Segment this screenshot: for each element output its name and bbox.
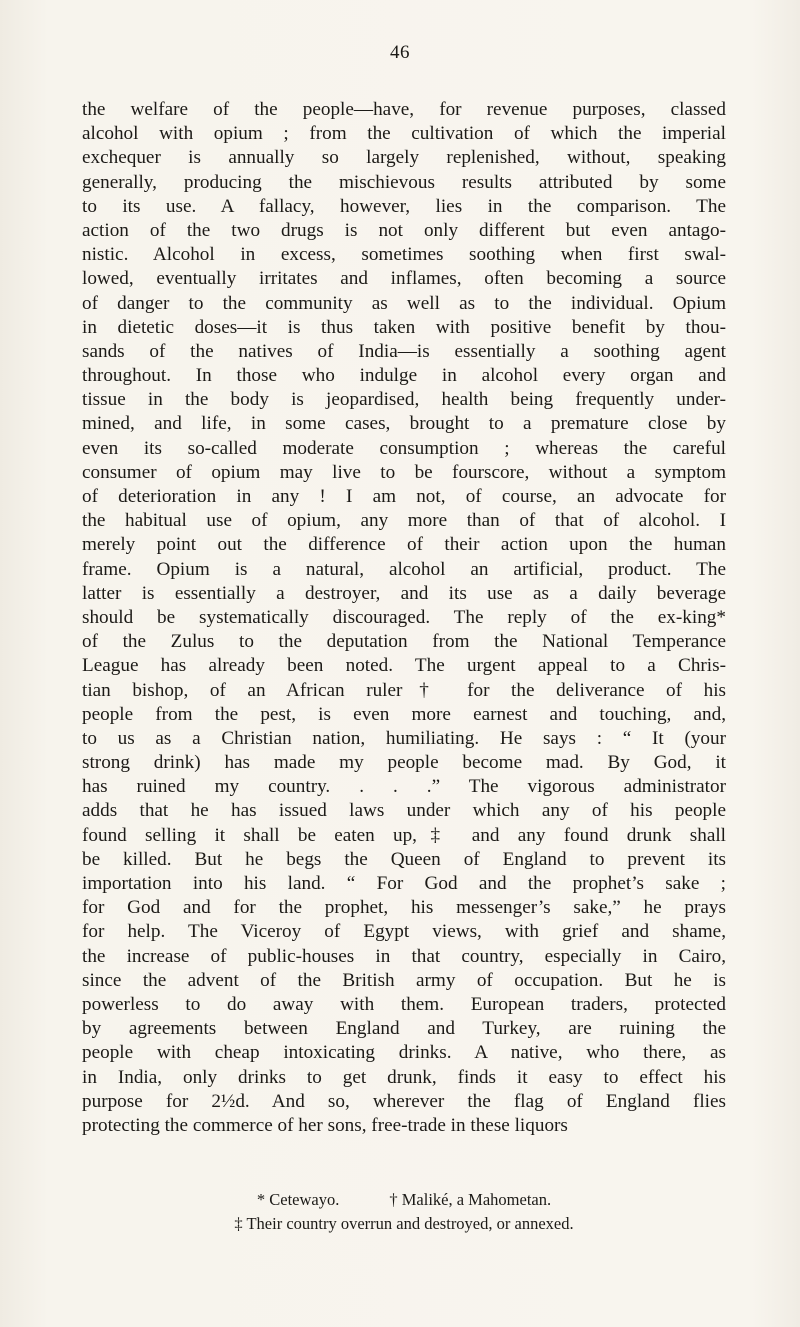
text-line: in dietetic doses—it is thus taken with positive benefit by thou- [82, 316, 726, 338]
text-line: tissue in the body is jeopardised, health being frequently under- [82, 389, 726, 411]
footnotes [82, 1188, 726, 1236]
text-line: alcohol with opium ; from the cultivation of which the imperial [82, 123, 726, 145]
text-line: powerless to do away with them. European traders, protected [82, 993, 726, 1015]
text-line: lowed, eventually irritates and inflames, often becoming a source [82, 268, 726, 290]
footnote-row [82, 1188, 726, 1212]
text-line: of the Zulus to the deputation from the National Temperance [82, 631, 726, 653]
text-line: action of the two drugs is not only different but even antago- [82, 219, 726, 241]
footnote-malike: † Maliké, a Mahometan. [389, 1190, 552, 1209]
text-line: exchequer is annually so largely replenished, without, speaking [82, 147, 726, 169]
text-line: strong drink) has made my people become mad. By God, it [82, 752, 726, 774]
text-line: protecting the commerce of her sons, free-trade in these liquors [82, 1114, 568, 1136]
text-line: merely point out the difference of their action upon the human [82, 534, 726, 556]
text-line: of danger to the community as well as to the individual. Opium [82, 292, 726, 314]
text-line: consumer of opium may live to be fourscore, without a symptom [82, 461, 726, 483]
text-line: sands of the natives of India—is essentially a soothing agent [82, 340, 726, 362]
text-line: even its so-called moderate consumption ; whereas the careful [82, 437, 726, 459]
text-line: latter is essentially a destroyer, and its use as a daily beverage [82, 582, 726, 604]
text-line: should be systematically discouraged. The reply of the ex-king* [82, 606, 726, 628]
text-line: mined, and life, in some cases, brought to a premature close by [82, 413, 726, 435]
text-line: for help. The Viceroy of Egypt views, with grief and shame, [82, 921, 726, 943]
footnote-cetewayo: * Cetewayo. [256, 1190, 340, 1209]
text-line: adds that he has issued laws under which any of his people [82, 800, 726, 822]
text-line: purpose for 2½d. And so, wherever the flag of England flies [82, 1090, 726, 1112]
text-line: nistic. Alcohol in excess, sometimes soothing when first swal- [82, 244, 726, 266]
text-line: be killed. But he begs the Queen of England to prevent its [82, 848, 726, 870]
text-line: people from the pest, is even more earnest and touching, and, [82, 703, 726, 725]
text-line: throughout. In those who indulge in alcohol every organ and [82, 365, 726, 387]
text-line: the welfare of the people—have, for revenue purposes, classed [82, 99, 726, 120]
footnote-eaten-up: ‡ Their country overrun and destroyed, or annexed. [234, 1214, 574, 1233]
text-line: by agreements between England and Turkey, are ruining the [82, 1018, 726, 1040]
text-line: has ruined my country. . . .” The vigorous administrator [82, 776, 726, 798]
text-line: League has already been noted. The urgent appeal to a Chris- [82, 655, 726, 677]
text-line: of deterioration in any ! I am not, of course, an advocate for [82, 486, 726, 507]
text-line: generally, producing the mischievous results attributed by some [82, 171, 726, 193]
text-line: in India, only drinks to get drunk, finds it easy to effect his [82, 1066, 726, 1088]
body-text [82, 98, 726, 1138]
text-line: the increase of public-houses in that country, especially in Cairo, [82, 945, 726, 967]
text-line: people with cheap intoxicating drinks. A native, who there, as [82, 1042, 726, 1064]
text-line: found selling it shall be eaten up,‡ and any found drunk shall [82, 824, 726, 846]
text-line: importation into his land. “ For God and the prophet’s sake ; [82, 873, 726, 894]
text-line: the habitual use of opium, any more than of that of alcohol. I [82, 510, 726, 532]
text-line: tian bishop, of an African ruler† for the deliverance of his [82, 679, 726, 701]
text-line: frame. Opium is a natural, alcohol an artificial, product. The [82, 558, 726, 580]
text-line: since the advent of the British army of occupation. But he is [82, 969, 726, 991]
page-number: 46 [390, 42, 410, 63]
text-line: to its use. A fallacy, however, lies in the comparison. The [82, 195, 726, 217]
text-line: to us as a Christian nation, humiliating. He says : “ It (your [82, 727, 726, 749]
text-line: for God and for the prophet, his messenger’s sake,” he prays [82, 897, 726, 919]
